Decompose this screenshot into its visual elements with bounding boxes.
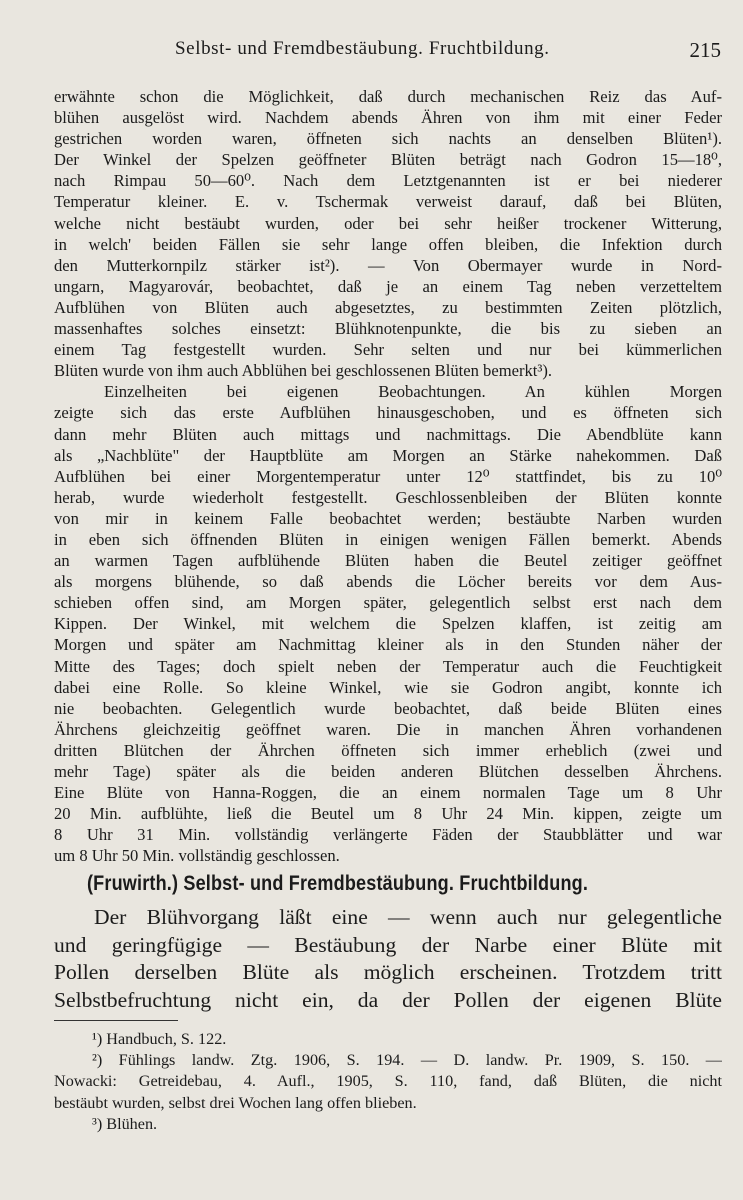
footnote-line: ²) Fühlings landw. Ztg. 1906, S. 194. — D. landw. Pr. 1909, S. 150. — — [92, 1051, 722, 1070]
text-line: den Mutterkornpilz stärker ist²). — Von Obermayer wurde in Nord- — [54, 255, 722, 275]
text-line: dabei eine Rolle. So kleine Winkel, wie sie Godron angibt, konnte ich — [54, 677, 722, 697]
text-line: dritten Blütchen der Ährchen öffneten sich immer erheblich (zwei und — [54, 740, 722, 760]
text-line: als „Nachblüte" der Hauptblüte am Morgen an Stärke nahekommen. Daß — [54, 445, 722, 465]
text-line: dann mehr Blüten auch mittags und nachmittags. Die Abendblüte kann — [54, 424, 722, 444]
text-line: Aufblühen von Blüten auch abgesetztes, zu bestimmten Zeiten plötzlich, — [54, 297, 722, 317]
text-line: erwähnte schon die Möglichkeit, daß durch mechanischen Reiz das Auf- — [54, 87, 722, 106]
text-line: massenhaftes solches einsetzt: Blühknotenpunkte, die bis zu sieben an — [54, 319, 722, 339]
text-line: Ährchens gleichzeitig geöffnet waren. Die in manchen Ähren vorhandenen — [54, 719, 722, 739]
text-line: in welch' beiden Fällen sie sehr lange offen bleiben, die Infektion durch — [54, 234, 722, 254]
text-line: Der Blühvorgang läßt eine — wenn auch nur gelegentliche — [94, 905, 722, 929]
text-line: Einzelheiten bei eigenen Beobachtungen. An kühlen Morgen — [104, 382, 722, 402]
text-line: ungarn, Magyarovár, beobachtet, daß je an einem Tag neben verzetteltem — [54, 276, 722, 296]
text-line: Kippen. Der Winkel, mit welchem die Spelzen klaffen, ist zeitig am — [54, 614, 722, 634]
running-title: Selbst- und Fremdbestäubung. Fruchtbildung. — [175, 38, 550, 59]
text-line: Eine Blüte von Hanna-Roggen, die an einem normalen Tage um 8 Uhr — [54, 783, 722, 803]
text-line: blühen ausgelöst wird. Nachdem abends Ähren von ihm mit einer Feder — [54, 108, 722, 128]
footnote-divider — [54, 1020, 178, 1021]
footnote-line: ³) Blühen. — [92, 1114, 158, 1133]
text-line: nie beobachten. Gelegentlich wurde beobachtet, daß beide Blüten eines — [54, 698, 722, 718]
footnote-line: ¹) Handbuch, S. 122. — [92, 1030, 227, 1048]
section-heading: (Fruwirth.) Selbst- und Fremdbestäubung. Fruchtbildung. — [87, 872, 589, 895]
footnotes — [54, 1029, 722, 1135]
text-line: Morgen und später am Nachmittag kleiner als in den Stunden näher der — [54, 635, 722, 655]
text-line: in eben sich öffnenden Blüten in einigen wenigen Fällen bemerkt. Abends — [54, 529, 722, 549]
section-paragraph — [54, 904, 722, 1014]
text-line: welche nicht bestäubt wurden, oder bei sehr heißer trockener Witterung, — [54, 213, 722, 233]
text-line: einem Tag festgestellt wurden. Sehr selten und nur bei kümmerlichen — [54, 340, 722, 360]
text-line: herab, wurde wiederholt festgestellt. Geschlossenbleiben der Blüten konnte — [54, 487, 722, 507]
text-line: Mitte des Tages; doch spielt neben der Temperatur auch die Feuchtigkeit — [54, 656, 722, 676]
text-line: Blüten wurde von ihm auch Abblühen bei geschlossenen Blüten bemerkt³). — [54, 361, 553, 381]
text-line: Selbstbefruchtung nicht ein, da der Pollen der eigenen Blüte — [54, 987, 722, 1012]
text-line: 8 Uhr 31 Min. vollständig verlängerte Fäden der Staubblätter und war — [54, 825, 722, 845]
text-line: mehr Tage) später als die beiden anderen Blütchen desselben Ährchens. — [54, 762, 722, 781]
text-line: Aufblühen bei einer Morgentemperatur unter 12⁰ stattfindet, bis zu 10⁰ — [54, 466, 722, 486]
text-line: nach Rimpau 50—60⁰. Nach dem Letztgenannten ist er bei niederer — [54, 171, 722, 191]
text-line: Temperatur kleiner. E. v. Tschermak verweist darauf, daß bei Blüten, — [54, 192, 722, 212]
text-line: Der Winkel der Spelzen geöffneter Blüten beträgt nach Godron 15—18⁰, — [54, 150, 722, 170]
page-header — [0, 38, 743, 66]
text-line: 20 Min. aufblühte, ließ die Beutel um 8 Uhr 24 Min. kippen, zeigte um — [54, 804, 722, 824]
text-line: von mir in keinem Falle beobachtet werden; bestäubte Narben wurden — [54, 508, 722, 528]
text-line: schieben offen sind, am Morgen später, gelegentlich selbst erst nach dem — [54, 593, 722, 613]
text-line: und geringfügige — Bestäubung der Narbe einer Blüte mit — [54, 932, 722, 957]
body-paragraphs — [54, 86, 722, 866]
text-line: Pollen derselben Blüte als möglich erscheinen. Trotzdem tritt — [54, 960, 722, 984]
text-line: gestrichen worden waren, öffneten sich nachts an denselben Blüten¹). — [54, 129, 722, 149]
footnote-line: Nowacki: Getreidebau, 4. Aufl., 1905, S. 110, fand, daß Blüten, die nicht — [54, 1072, 722, 1091]
footnote-line: bestäubt wurden, selbst drei Wochen lang offen blieben. — [54, 1093, 417, 1112]
page-number: 215 — [689, 38, 721, 62]
text-line: um 8 Uhr 50 Min. vollständig geschlossen. — [54, 846, 340, 866]
text-line: als morgens blühende, so daß abends die Löcher bereits vor dem Aus- — [54, 572, 722, 592]
text-line: zeigte sich das erste Aufblühen hinausgeschoben, und es öffneten sich — [54, 403, 722, 423]
text-line: an warmen Tagen aufblühende Blüten haben die Beutel zeitiger geöffnet — [54, 551, 722, 571]
